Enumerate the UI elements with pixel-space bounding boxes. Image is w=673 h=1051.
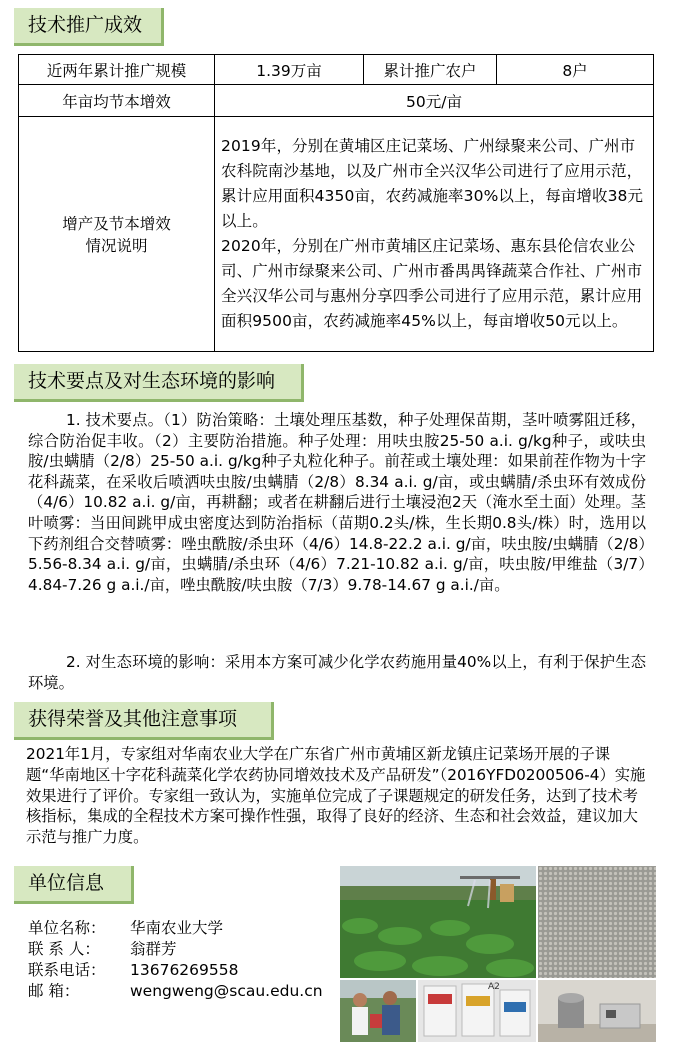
desc-2019: 2019年，分别在黄埔区庄记菜场、广州绿聚来公司、广州市农科院南沙基地，以及广州市全兴汉华公司进行了应用示范，累计应用面积4350亩，农药减施率30%以上，每亩增收38元以上。 — [221, 137, 644, 230]
section-title: 技术推广成效 — [28, 14, 143, 36]
pesticide-products-photo — [418, 980, 536, 1042]
researchers-photo — [340, 980, 416, 1042]
desc-value — [215, 117, 654, 352]
section-title: 技术要点及对生态环境的影响 — [28, 370, 276, 392]
unit-name-value: 华南农业大学 — [130, 919, 224, 937]
desc-label-line1: 增产及节本增效 — [62, 215, 171, 233]
contact-label: 联 系 人： — [28, 940, 100, 958]
desc-label — [19, 117, 215, 352]
unit-name-label: 单位名称： — [28, 919, 106, 937]
honors-paragraph: 2021年1月，专家组对华南农业大学在广东省广州市黄埔区新龙镇庄记菜场开展的子课题“华南地区十字花科蔬菜化学农药协同增效技术及产品研发”（2016YFD0200506-4）实施效果进行了评价。专家组一致认为，实施单位完成了子课题规定的研发任务，达到了技术考核指标，集成的全程技术方案可操作性强，取得了良好的经济、生态和社会效益，建议加大示范与推广力度。 — [26, 745, 646, 847]
promotion-table — [18, 54, 654, 352]
machine-image — [538, 980, 656, 1042]
benefit-label: 年亩均节本增效 — [19, 85, 215, 117]
desc-2020: 2020年，分别在广州市黄埔区庄记菜场、惠东县伦信农业公司、广州市绿聚来公司、广州市番禺禺锋蔬菜合作社、广州市全兴汉华公司与惠州分享四季公司进行了应用示范，累计应用面积9500亩，农药减施率45%以上，每亩增收50元以上。 — [221, 237, 643, 330]
unit-row — [28, 960, 323, 981]
farmers-label: 累计推广农户 — [364, 55, 497, 85]
seed-pile-image — [538, 866, 656, 978]
seed-coating-machine-photo — [538, 980, 656, 1042]
table-row — [19, 117, 654, 352]
unit-row — [28, 981, 323, 1002]
email-value: wengweng@scau.edu.cn — [130, 982, 323, 1000]
section-title: 单位信息 — [28, 872, 105, 894]
unit-row — [28, 918, 323, 939]
products-image — [418, 980, 536, 1042]
phone-value: 13676269558 — [130, 961, 239, 979]
product-tag: A2 — [488, 982, 500, 992]
key-points-paragraph-2: 2. 对生态环境的影响：采用本方案可减少化学农药施用量40%以上，有利于保护生态环境。 — [28, 653, 646, 692]
section-header-honors — [14, 702, 274, 740]
phone-label: 联系电话： — [28, 961, 106, 979]
key-points-paragraph-1: 1. 技术要点。（1）防治策略：土壤处理压基数，种子处理保苗期，茎叶喷雾阻迁移，综合防治促丰收。（2）主要防治措施。种子处理：用呋虫胺25-50 a.i. g/kg种子，或呋虫胺/虫螨腈（2/8）25-50 a.i. g/kg种子丸粒化种子。前茬或土壤处理：如果前茬作物为十字花科蔬菜，在采收后喷洒呋虫胺/虫螨腈（2/8）8.34 a.i. g/亩，或虫螨腈/杀虫环有效成份（4/6）10.82 a.i. g/亩，再耕翻；或者在耕翻后进行土壤浸泡2天（淹水至土面）处理。茎叶喷雾：当田间跳甲成虫密度达到防治指标（苗期0.2头/株，生长期0.8头/株）时，选用以下药剂组合交替喷雾：唑虫酰胺/杀虫环（4/6）14.8-22.2 a.i. g/亩，呋虫胺/虫螨腈（2/8）5.56-8.34 a.i. g/亩，虫螨腈/杀虫环（4/6）7.21-10.82 a.i. g/亩，呋虫胺/甲维盐（3/7）4.84-7.26 g a.i./亩，唑虫酰胺/呋虫胺（7/3）9.78-14.67 g a.i./亩。 — [28, 411, 646, 594]
pelleted-seed-photo — [538, 866, 656, 978]
desc-label-line2: 情况说明 — [85, 237, 148, 255]
scale-value: 1.39万亩 — [215, 55, 364, 85]
unit-row — [28, 939, 323, 960]
email-label: 邮 箱： — [28, 982, 80, 1000]
farmers-value: 8户 — [497, 55, 654, 85]
section-header-key-points — [14, 364, 304, 402]
contact-value: 翁群芳 — [130, 940, 177, 958]
unit-info — [28, 918, 323, 1002]
table-row — [19, 55, 654, 85]
section-header-promotion — [14, 8, 164, 46]
section-header-unit-info — [14, 866, 134, 904]
section-title: 获得荣誉及其他注意事项 — [28, 708, 238, 730]
field-spraying-image — [340, 866, 536, 978]
table-row — [19, 85, 654, 117]
people-image — [340, 980, 416, 1042]
scale-label: 近两年累计推广规模 — [19, 55, 215, 85]
field-spraying-photo — [340, 866, 536, 978]
benefit-value: 50元/亩 — [215, 85, 654, 117]
